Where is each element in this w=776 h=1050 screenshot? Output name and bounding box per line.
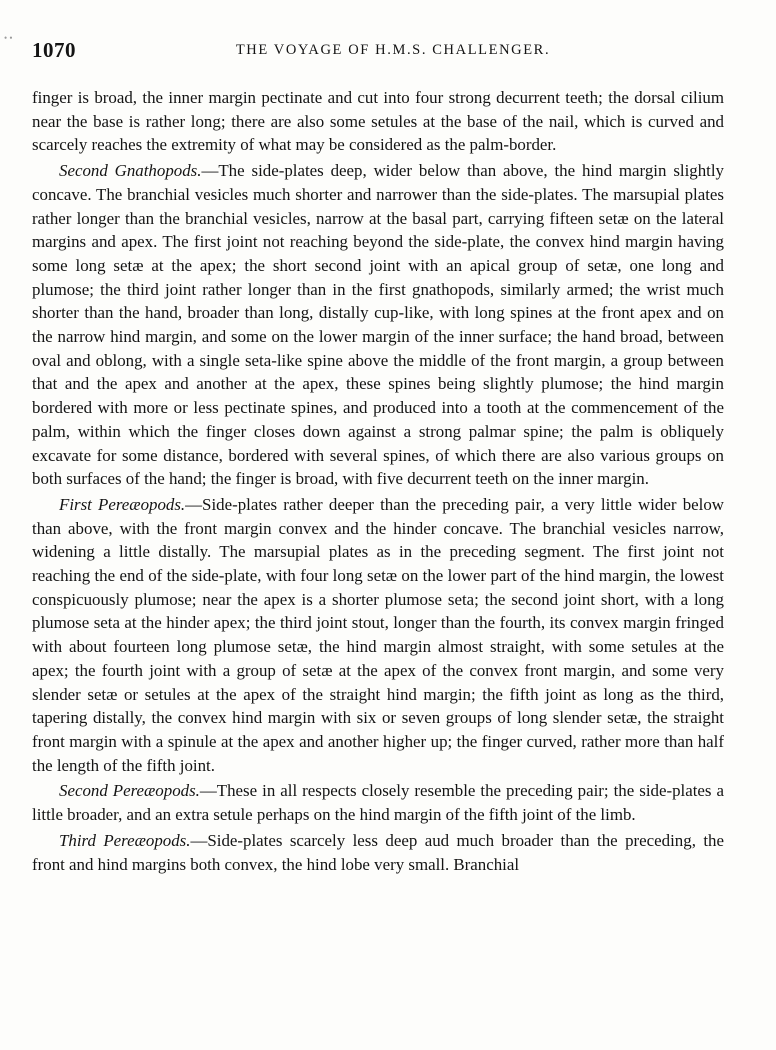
- paragraph-continuation: [32, 86, 724, 157]
- paragraph-text: finger is broad, the inner margin pectinate and cut into four strong decurrent teeth; the dorsal cilium near the base is rather long; there are also some setules at the base of the nail, which is curved and scarcely reaches the extremity of what may be considered as the palm-border.: [32, 88, 724, 155]
- paragraph-second-pereopods: [32, 779, 724, 826]
- paragraph-second-gnathopods: [32, 159, 724, 491]
- running-title: THE VOYAGE OF H.M.S. CHALLENGER.: [235, 42, 551, 58]
- paragraph-text: —These in all respects closely resemble the preceding pair; the side-plates a little broader, and an extra setule perhaps on the hind margin of the fifth joint of the limb.: [32, 781, 724, 825]
- page-header: [32, 38, 724, 62]
- body-text: [32, 86, 724, 878]
- paragraph-text: —Side-plates scarcely less deep aud much broader than the preceding, the front and hind margins both convex, the hind lobe very small. Branchial: [32, 830, 724, 874]
- section-heading: Third Pereæopods.: [59, 830, 191, 850]
- section-heading: First Pereæopods.: [59, 494, 186, 514]
- paragraph-text: —Side-plates rather deeper than the preceding pair, a very little wider below than above, with the front margin convex and the hinder concave. The branchial vesicles narrow, widening a little distally. The marsupial plates as in the preceding segment. The first joint not reaching the end of the side-plate, with four long setæ on the lower part of the hind margin, the lowest conspicuously plumose; near the apex is a shorter plumose seta; the second joint short, with a long plumose seta at the hinder apex; the third joint stout, longer than the fourth, its convex margin fringed with about fourteen long plumose setæ, the hind margin almost straight, with some setules at the apex; the fourth joint with a group of setæ at the apex of the convex front margin, and some very slender setæ or setules at the apex of the straight hind margin; the fifth joint as long as the third, tapering distally, the convex hind margin with six or seven groups of long slender setæ, the straight front margin with a spinule at the apex and another higher up; the finger curved, rather more than half the length of the fifth joint.: [32, 494, 724, 775]
- paragraph-first-pereopods: [32, 493, 724, 777]
- section-heading: Second Pereæopods.: [59, 781, 200, 801]
- margin-mark: • •: [4, 33, 13, 43]
- paragraph-third-pereopods: [32, 829, 724, 876]
- paragraph-text: —The side-plates deep, wider below than above, the hind margin slightly concave. The branchial vesicles much shorter and narrower than the side-plates. The marsupial plates rather longer than the branchial vesicles, narrow at the basal part, carrying fifteen setæ on the lateral margins and apex. The first joint not reaching beyond the side-plate, the convex hind margin having some long setæ at the apex; the short second joint with an apical group of setæ, one long and plumose; the third joint rather longer than in the first gnathopods, similarly armed; the wrist much shorter than the hand, broader than long, distally cup-like, with long spines at the front apex and on the narrow hind margin, and some on the lower margin of the inner surface; the hand broad, between oval and oblong, with a single seta-like spine above the middle of the front margin, a group between that and the apex and another at the apex, these spines being slightly plumose; the hind margin bordered with more or less pectinate spines, and produced into a tooth at the commencement of the palm, within which the finger closes down against a strong palmar spine; the palm is obliquely excavate for some distance, bordered with several spines, of which there are also various groups on both surfaces of the hand; the finger is broad, with five decurrent teeth on the inner margin.: [32, 161, 724, 489]
- page-number: 1070: [32, 38, 76, 62]
- section-heading: Second Gnathopods.: [59, 161, 202, 181]
